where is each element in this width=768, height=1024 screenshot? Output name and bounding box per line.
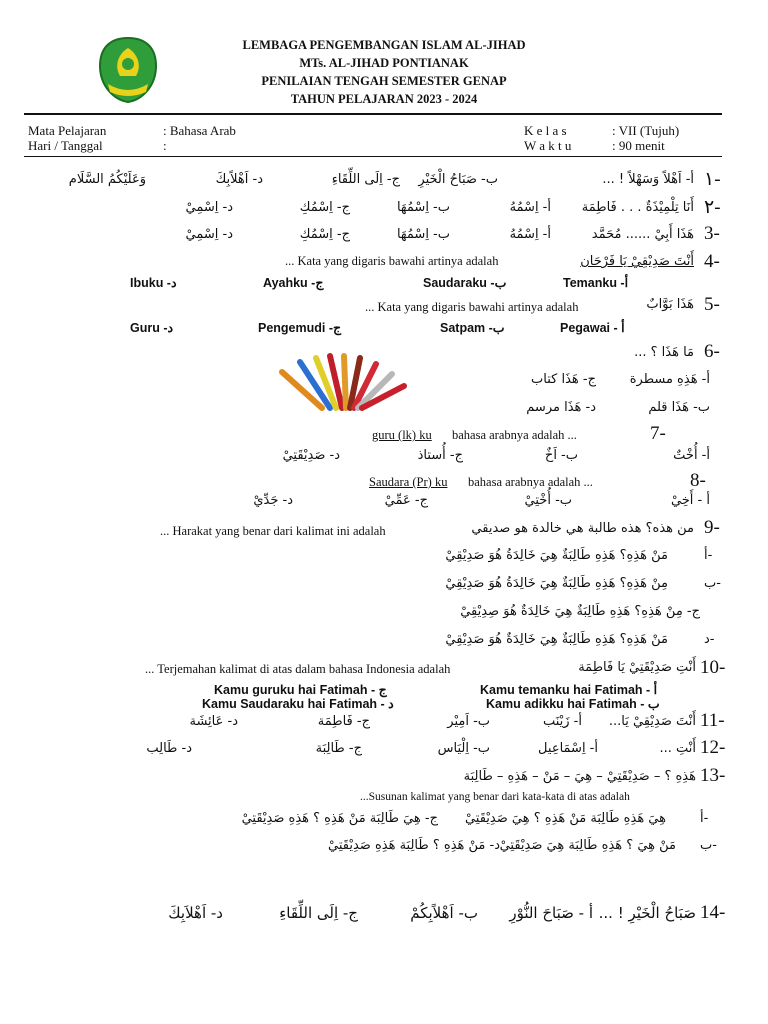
option-c[interactable]: ج- اِسْمُكِ <box>299 200 350 215</box>
option-d[interactable]: د- اِسْمِيْ <box>185 200 233 215</box>
waktu-value: : 90 menit <box>612 138 665 153</box>
option-d[interactable]: د- هَذَا مرسم <box>526 400 596 415</box>
option-b[interactable]: Satpam -ب <box>440 321 505 335</box>
option-d[interactable]: د- طَالِب <box>146 741 192 756</box>
header-line-1: LEMBAGA PENGEMBANGAN ISLAM AL-JIHAD <box>242 38 526 52</box>
option-c[interactable]: ج- أُستاذ <box>417 448 463 463</box>
question-stem: أَنْتَ صَدِيْقِيْ يَا... <box>608 714 696 729</box>
option-c[interactable]: ج- طَالِبَة <box>315 741 362 756</box>
option-c[interactable]: ج- فَاطِمَة <box>317 714 370 729</box>
option-c[interactable]: ج- اِلَى اللِّقَاءِ <box>279 904 358 922</box>
option-d[interactable]: د- جَدِّيْ <box>253 493 293 508</box>
option-a[interactable]: أ - أَخِيْ <box>670 493 710 508</box>
option-c[interactable]: Kamu guruku hai Fatimah - ج <box>214 683 387 697</box>
question-number: 6- <box>704 341 720 362</box>
option-c[interactable]: ج- اِسْمُكِ <box>299 227 350 242</box>
question-number: ٢- <box>704 197 721 218</box>
option-b[interactable]: ب- هَذَا قلم <box>648 400 710 415</box>
question-stem: ... Harakat yang benar dari kalimat ini adalah <box>160 524 386 538</box>
option-c[interactable]: Ayahku -ج <box>263 276 324 290</box>
pens-image <box>272 352 412 414</box>
option-a[interactable]: هِيَ هَذِهِ طَالِبَة مَنْ هَذِهِ ؟ هِيَ صَدِيْقَتِيْ <box>464 811 666 826</box>
question-stem: مَا هَذَا ؟ ... <box>634 345 694 360</box>
option-e[interactable]: وَعَلَيْكُمُ السَّلَام <box>68 172 146 187</box>
option-a[interactable]: Temanku -أ <box>563 276 629 290</box>
hari-value: : <box>163 138 167 153</box>
option-d[interactable]: د- اَهْلاًبِكَ <box>215 172 263 187</box>
header-divider <box>24 113 722 115</box>
option-b[interactable]: ب- أُخْتِيْ <box>524 493 572 508</box>
question-number: 10- <box>700 657 726 678</box>
question-number: 8- <box>690 470 706 491</box>
option-c[interactable]: ج- اِلَى اللِّقَاءِ <box>331 172 400 187</box>
option-a[interactable]: أ- زَيْنَب <box>542 714 582 729</box>
question-number: 14- <box>700 902 726 923</box>
option-a-label: أ- <box>704 548 713 563</box>
option-d[interactable]: د- مَنْ هَذِهِ ؟ طَالِبَة هَذِهِ صَدِيْقَتِيْ <box>328 838 500 853</box>
option-a[interactable]: Kamu temanku hai Fatimah - أ <box>480 683 658 697</box>
question-stem: ...Susunan kalimat yang benar dari kata-kata di atas adalah <box>360 791 630 803</box>
question-number: 3- <box>704 223 720 244</box>
question-stem: ... Kata yang digaris bawahi artinya adalah <box>365 300 579 314</box>
waktu-label: W a k t u <box>524 138 572 153</box>
header-line-2: MTs. AL-JIHAD PONTIANAK <box>299 56 469 70</box>
hari-label: Hari / Tanggal <box>28 138 103 153</box>
question-number: ١- <box>704 169 721 190</box>
question-underlined: guru (lk) ku <box>372 428 432 442</box>
question-stem: أَنْتِ ... <box>659 741 696 756</box>
option-b[interactable]: ب- صَبَاحُ الْخَيْرِ <box>418 172 498 187</box>
option-d[interactable]: Ibuku -د <box>130 276 177 290</box>
kelas-value: : VII (Tujuh) <box>612 123 680 138</box>
question-arabic: هَذَا بَوَّابٌ <box>646 297 694 312</box>
pens-icon <box>272 352 412 414</box>
option-d[interactable]: مَنْ هَذِهِ؟ هَذِهِ طَالِبَةٌ هِيَ خَالِدَةٌ هُوَ صَدِيْقِيْ <box>445 632 668 647</box>
option-b[interactable]: ب- اَمِيْر <box>447 714 490 729</box>
question-stem: bahasa arabnya adalah ... <box>468 475 593 489</box>
option-b[interactable]: ب- اِسْمُهَا <box>396 200 450 215</box>
option-c[interactable]: ج- هَذَا كتاب <box>531 372 596 387</box>
option-a[interactable]: أ- اِسْمَاعِيل <box>538 741 598 756</box>
option-b[interactable]: ب- اَهْلاًبِكُمْ <box>410 904 478 922</box>
option-d-label: د- <box>704 632 715 647</box>
option-a[interactable]: مَنْ هَذِهِ؟ هَذِهِ طَالِبَةٌ هِيَ خَالِدَةُ هُوَ صَدِيْقِيْ <box>445 548 668 563</box>
option-a[interactable]: أ- أُخْتٌ <box>673 448 710 463</box>
option-b[interactable]: Saudaraku -ب <box>423 276 507 290</box>
option-a[interactable]: أ - صَبَاحَ النُّوْرِ <box>509 904 593 922</box>
option-b[interactable]: ب- اِسْمُهَا <box>396 227 450 242</box>
option-a-label: أ- <box>700 811 709 826</box>
option-c[interactable]: Pengemudi -ج <box>258 321 342 335</box>
question-stem: صَبَاحُ الْخَيْرِ ! ... <box>598 904 696 922</box>
mapel-value: : Bahasa Arab <box>163 123 236 138</box>
mapel-label: Mata Pelajaran <box>28 123 107 138</box>
header-line-3: PENILAIAN TENGAH SEMESTER GENAP <box>261 74 507 88</box>
option-c[interactable]: مَنْ هِيَ ؟ هَذِهِ طَالِبَة هِيَ صَدِيْقَتِيْ <box>499 838 676 853</box>
option-b[interactable]: ب- اَخٌ <box>544 448 578 463</box>
question-stem: أَنَا تِلْمِيْذَةٌ . . . فَاطِمَة <box>581 200 694 215</box>
option-d[interactable]: Kamu Saudaraku hai Fatimah - د <box>202 697 394 711</box>
option-b[interactable]: ج- هِيَ طَالِبَة مَنْ هَذِهِ ؟ هَذِهِ صَدِيْقَتِيْ <box>241 811 438 826</box>
option-d[interactable]: د- اِسْمِيْ <box>185 227 233 242</box>
question-arabic: هَذِهِ ؟ – صَدِيْقَتِيْ – هِيَ – مَنْ – هَذِهِ – طَالِبَة <box>463 769 696 784</box>
option-b[interactable]: ب- اِلْيَاس <box>437 741 490 756</box>
option-d[interactable]: د- عَائِشَة <box>189 714 238 729</box>
question-underlined: Saudara (Pr) ku <box>369 475 448 489</box>
question-arabic: من هذه؟ هذه طالبة هي خالدة هو صديقي <box>471 521 694 536</box>
question-arabic: أَنْتِ صَدِيْقَتِيْ يَا فَاطِمَة <box>578 660 696 675</box>
option-a[interactable]: أ- اِسْمُهُ <box>509 227 551 242</box>
question-number: 5- <box>704 294 720 315</box>
question-stem: ... Terjemahan kalimat di atas dalam bahasa Indonesia adalah <box>145 662 451 676</box>
question-number: 9- <box>704 517 720 538</box>
option-b[interactable]: Kamu adikku hai Fatimah - ب <box>486 697 660 711</box>
option-b[interactable]: مِنْ هَذِهِ؟ هَذِهِ طَالِبَةٌ هِيَ خَالِدَةُ هُوَ صَدِيْقِيْ <box>445 576 668 591</box>
question-number: 11- <box>700 710 725 731</box>
kelas-label: K e l a s <box>524 123 567 138</box>
meta-divider <box>24 156 722 157</box>
option-c[interactable]: ج- عَمِّيْ <box>384 493 428 508</box>
option-c-label: ب- <box>700 838 717 853</box>
option-a[interactable]: أ- هَذِهِ مسطرة <box>629 372 710 387</box>
header-line-4: TAHUN PELAJARAN 2023 - 2024 <box>290 92 478 106</box>
question-number: 4- <box>704 251 720 272</box>
option-a[interactable]: أ- اَهْلاً وَسَهْلاً ! ... <box>602 172 694 187</box>
question-stem: bahasa arabnya adalah ... <box>452 428 577 442</box>
option-c[interactable]: ج- مِنْ هَذِهِ؟ هَذِهِ طَالِبَةٌ هِيَ خَالِدَةٌ هُوَ صِدِيْقِيْ <box>460 604 700 619</box>
question-number: 7- <box>650 423 666 444</box>
option-d[interactable]: د- صَدِيْقَتِيْ <box>282 448 340 463</box>
question-arabic: أَنْتَ صَدِيْقِيْ يَا فَرْحَان <box>580 254 694 269</box>
option-a[interactable]: أ- اِسْمُهُ <box>509 200 551 215</box>
option-a[interactable]: Pegawai - أ <box>560 321 625 335</box>
option-b-label: ب- <box>704 576 721 591</box>
question-number: 12- <box>700 737 726 758</box>
option-d[interactable]: د- اَهْلاَبِكَ <box>168 904 223 922</box>
option-d[interactable]: Guru -د <box>130 321 174 335</box>
question-stem: هَذَا أَبِيْ ...... مُحَمَّد <box>591 227 694 242</box>
question-stem: ... Kata yang digaris bawahi artinya adalah <box>285 254 499 268</box>
question-number: 13- <box>700 765 726 786</box>
